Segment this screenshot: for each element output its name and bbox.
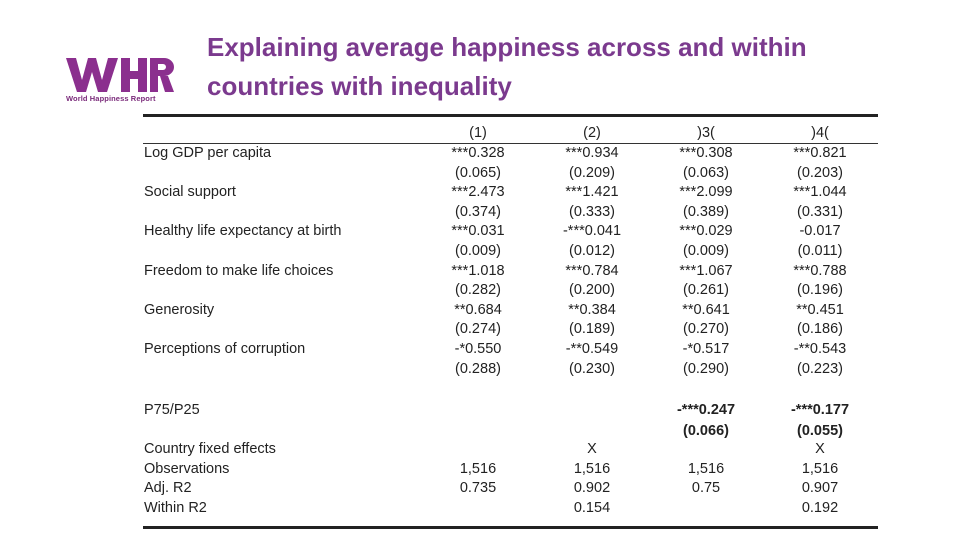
- footer-cell: 0.735: [459, 480, 497, 497]
- std-error-cell: (0.065): [455, 164, 501, 181]
- column-header: (2): [583, 125, 601, 141]
- coefficient-cell: ***0.029: [679, 223, 733, 240]
- coefficient-cell: **0.684: [454, 301, 502, 318]
- std-error-cell: (0.270): [683, 321, 729, 338]
- std-error-cell: (0.261): [683, 282, 729, 299]
- std-error-cell: (0.203): [797, 164, 843, 181]
- std-error-cell: (0.274): [455, 321, 501, 338]
- row-label: Healthy life expectancy at birth: [144, 223, 342, 240]
- row-label: Perceptions of corruption: [144, 341, 306, 357]
- footer-cell: 1,516: [573, 460, 611, 477]
- coefficient-cell: ***2.473: [451, 184, 505, 201]
- row-label: Generosity: [144, 301, 215, 318]
- footer-label: Country fixed effects: [144, 441, 276, 457]
- coefficient-cell: -***0.177: [790, 402, 850, 418]
- logo-caption: World Happiness Report: [66, 94, 156, 103]
- std-error-cell: (0.290): [683, 360, 729, 377]
- row-label: Social support: [144, 184, 236, 201]
- whr-logo-mark: [64, 54, 174, 94]
- std-error-cell: (0.230): [569, 360, 615, 377]
- std-error-cell: (0.374): [455, 203, 501, 220]
- footer-cell: 0.154: [573, 499, 611, 516]
- coefficient-cell: ***1.044: [793, 184, 847, 201]
- column-header: )4(: [811, 125, 829, 141]
- std-error-cell: (0.200): [569, 282, 615, 299]
- coefficient-cell: ***0.784: [565, 262, 619, 279]
- std-error-cell: (0.389): [683, 203, 729, 220]
- std-error-cell: (0.066): [683, 422, 729, 439]
- coefficient-cell: ***1.067: [679, 262, 733, 279]
- table-top-rule: [143, 114, 878, 117]
- coefficient-cell: -*0.517: [682, 341, 730, 357]
- coefficient-cell: ***0.308: [679, 145, 733, 161]
- footer-cell: 0.902: [573, 480, 611, 497]
- std-error-cell: (0.063): [683, 164, 729, 181]
- coefficient-cell: ***0.821: [793, 145, 847, 161]
- std-error-cell: (0.011): [797, 243, 843, 259]
- std-error-cell: (0.333): [569, 203, 615, 220]
- footer-cell: 0.75: [691, 480, 721, 497]
- std-error-cell: (0.012): [569, 243, 615, 259]
- coefficient-cell: -***0.247: [676, 402, 736, 418]
- column-header: )3(: [697, 125, 715, 141]
- coefficient-cell: ***1.421: [565, 184, 619, 201]
- footer-cell: X: [587, 441, 597, 457]
- std-error-cell: (0.009): [455, 243, 501, 259]
- coefficient-cell: -*0.550: [454, 341, 502, 357]
- page-title: Explaining average happiness across and within countries with inequality: [207, 32, 807, 101]
- column-header: (1): [469, 125, 487, 141]
- footer-label: Within R2: [144, 499, 207, 516]
- footer-cell: 1,516: [687, 460, 725, 477]
- std-error-cell: (0.209): [569, 164, 615, 181]
- std-error-cell: (0.223): [797, 360, 843, 377]
- std-error-cell: (0.009): [683, 243, 729, 259]
- std-error-cell: (0.288): [455, 360, 501, 377]
- row-label: Freedom to make life choices: [144, 262, 334, 279]
- footer-cell: 1,516: [459, 460, 497, 477]
- footer-cell: X: [815, 441, 825, 457]
- std-error-cell: (0.189): [569, 321, 615, 338]
- footer-cell: 0.192: [801, 499, 839, 516]
- footer-cell: 1,516: [801, 460, 839, 477]
- coefficient-cell: ***2.099: [679, 184, 733, 201]
- coefficient-cell: -***0.041: [562, 223, 622, 240]
- std-error-cell: (0.331): [797, 203, 843, 220]
- coefficient-cell: -**0.543: [793, 341, 847, 357]
- coefficient-cell: ***0.934: [565, 145, 619, 161]
- coefficient-cell: ***0.788: [793, 262, 847, 279]
- row-label-p75p25: P75/P25: [144, 402, 200, 418]
- std-error-cell: (0.055): [797, 422, 843, 439]
- footer-label: Observations: [144, 460, 230, 477]
- coefficient-cell: ***1.018: [451, 262, 505, 279]
- std-error-cell: (0.282): [455, 282, 501, 299]
- coefficient-cell: ***0.328: [451, 145, 505, 161]
- coefficient-cell: **0.451: [796, 301, 844, 318]
- row-label: Log GDP per capita: [144, 145, 272, 161]
- coefficient-cell: -**0.549: [565, 341, 619, 357]
- coefficient-cell: ***0.031: [451, 223, 505, 240]
- footer-cell: 0.907: [801, 480, 839, 497]
- std-error-cell: (0.186): [797, 321, 843, 338]
- std-error-cell: (0.196): [797, 282, 843, 299]
- table-bottom-rule: [143, 526, 878, 529]
- coefficient-cell: **0.641: [682, 301, 730, 318]
- coefficient-cell: -0.017: [799, 223, 841, 240]
- coefficient-cell: **0.384: [568, 301, 616, 318]
- footer-label: Adj. R2: [144, 480, 192, 497]
